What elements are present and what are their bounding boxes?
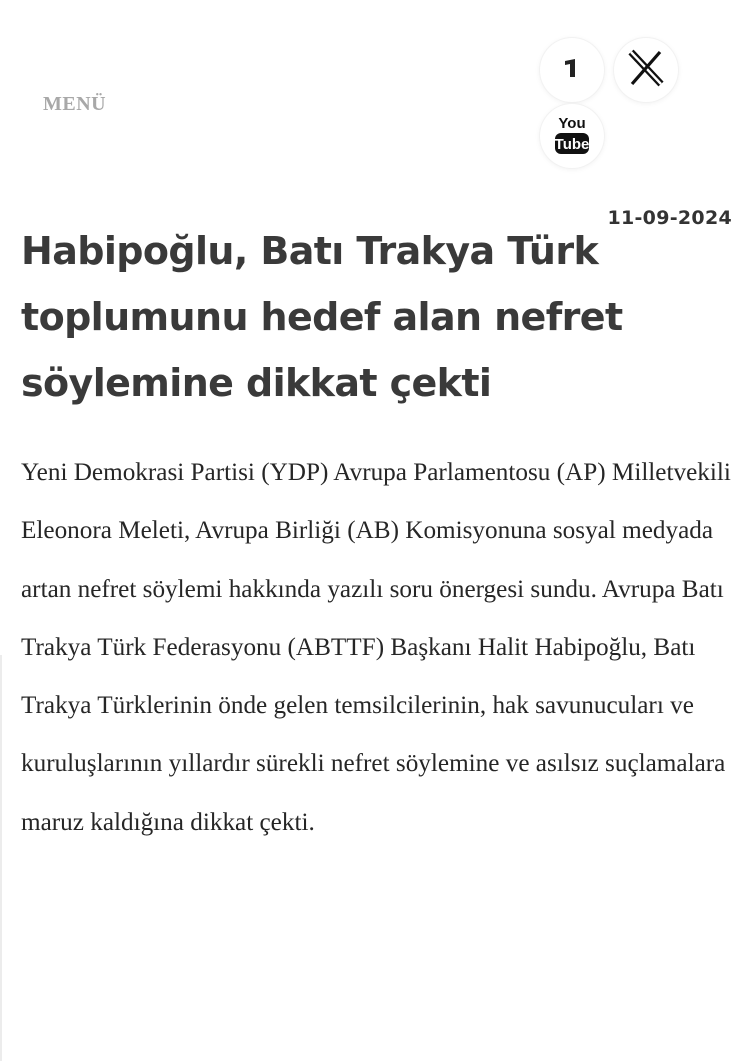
article-body: Yeni Demokrasi Partisi (YDP) Avrupa Parlamentosu (AP) Milletvekili Eleonora Meleti, Avrupa Birliği (AB) Komisyonuna sosyal medyada artan nefret söylemi hakkında yazılı soru önergesi sundu. Avrupa Batı Trakya Türk Federasyonu (ABTTF) Başkanı Halit Habipoğlu, Batı Trakya Türklerinin önde gelen temsilcilerinin, hak savunucuları ve kuruluşlarının yıllardır sürekli nefret söylemine ve asılsız suçlamalara maruz kaldığına dikkat çekti. xyxy=(21,459,731,836)
instagram-link[interactable] xyxy=(540,38,604,102)
youtube-icon-text-bottom: Tube xyxy=(554,136,590,153)
x-link[interactable] xyxy=(614,38,678,102)
youtube-icon xyxy=(553,112,591,160)
publish-date: 11-09-2024 xyxy=(607,207,732,229)
instagram-icon xyxy=(559,55,585,85)
page-edge-divider xyxy=(0,655,2,1061)
article-title: Habipoğlu, Batı Trakya Türk toplumunu hedef alan nefret söylemine dikkat çekti xyxy=(21,229,623,405)
x-icon xyxy=(626,48,666,92)
youtube-icon-text-top: You xyxy=(558,115,586,132)
menu-button[interactable]: MENÜ xyxy=(43,93,107,115)
youtube-link[interactable] xyxy=(540,104,604,168)
